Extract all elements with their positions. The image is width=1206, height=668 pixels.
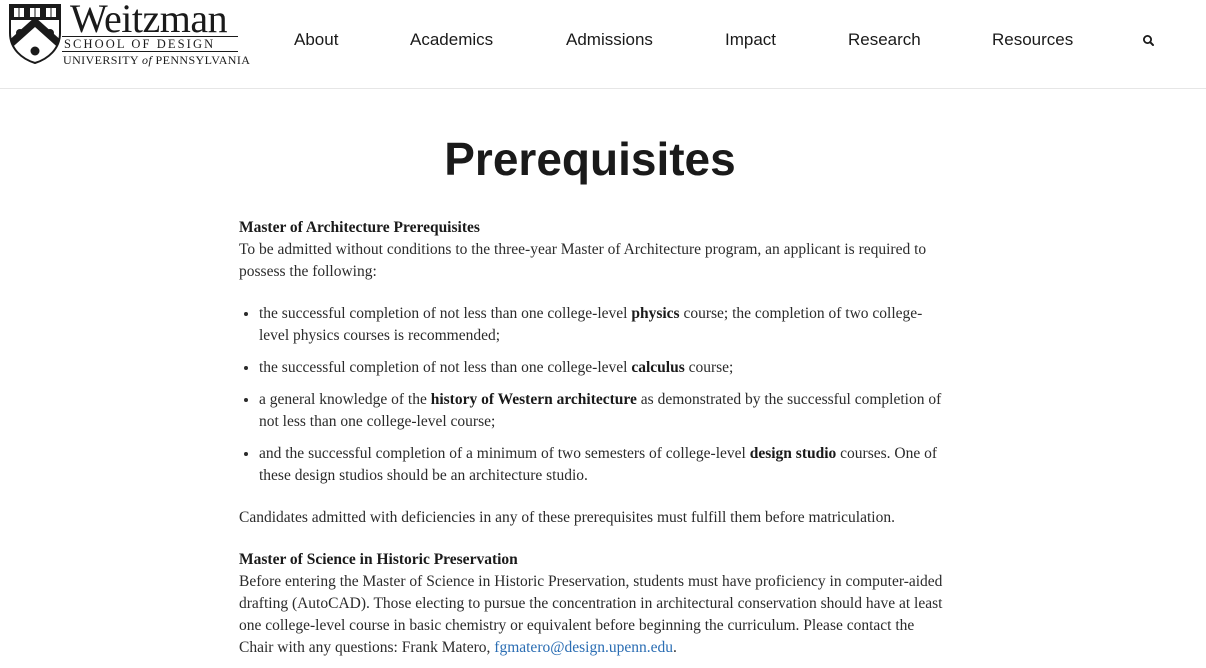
penn-shield-icon	[8, 3, 62, 65]
list-item-emphasis: history of Western architecture	[430, 391, 637, 408]
nav-impact[interactable]: Impact	[725, 30, 777, 49]
prerequisites-body	[239, 217, 949, 659]
list-item-emphasis: calculus	[631, 359, 685, 376]
chair-email-link[interactable]: fgmatero@design.upenn.edu	[494, 639, 673, 656]
logo-title: Weitzman	[70, 0, 228, 41]
logo-university-prefix: UNIVERSITY	[63, 53, 139, 67]
list-item-text: courses. One of these design studios should be an architecture studio.	[259, 445, 938, 484]
list-item	[259, 357, 949, 379]
logo-university-of: of	[141, 53, 153, 67]
list-item-emphasis: physics	[631, 305, 680, 322]
nav-about[interactable]: About	[294, 30, 339, 49]
logo-university-suffix: PENNSYLVANIA	[155, 53, 251, 67]
march-intro-paragraph	[239, 217, 949, 283]
march-deficiency-note: Candidates admitted with deficiencies in any of these prerequisites must fulfill them before matriculation.	[239, 509, 895, 526]
mshp-paragraph	[239, 549, 949, 659]
search-icon	[1140, 32, 1158, 50]
list-item	[259, 389, 949, 433]
list-item-text: the successful completion of not less than one college-level	[259, 359, 632, 376]
logo-university	[63, 53, 250, 67]
list-item-text: course; the completion of two college-level physics courses is recommended;	[259, 305, 923, 344]
list-item-emphasis: design studio	[749, 445, 837, 462]
list-item-text: and the successful completion of a minimum of two semesters of college-level	[259, 445, 750, 462]
nav-academics[interactable]: Academics	[410, 30, 494, 49]
nav-research[interactable]: Research	[848, 30, 921, 49]
nav-admissions[interactable]: Admissions	[566, 30, 653, 49]
section-spacer	[239, 529, 949, 549]
march-heading: Master of Architecture Prerequisites	[239, 219, 480, 236]
mshp-body: Before entering the Master of Science in Historic Preservation, students must have proficiency in computer-aided drafting (AutoCAD). Those electing to pursue the concentration in architectural conservation should have at least one college-level course in basic chemistry or equivalent before beginning the curriculum. Please contact the Chair with any questions: Frank Matero,	[239, 573, 943, 656]
site-header	[0, 0, 1206, 89]
mshp-section	[239, 549, 949, 659]
march-prereq-list	[239, 303, 949, 487]
mshp-body-end: .	[672, 639, 677, 656]
list-item-text: course;	[684, 359, 734, 376]
list-item	[259, 443, 949, 487]
march-section	[239, 217, 949, 529]
list-item	[259, 303, 949, 347]
list-item-text: the successful completion of not less than one college-level	[259, 305, 632, 322]
march-intro: To be admitted without conditions to the three-year Master of Architecture program, an applicant is required to possess the following:	[239, 241, 927, 280]
logo-subtitle: SCHOOL OF DESIGN	[62, 36, 238, 52]
nav-resources[interactable]: Resources	[992, 30, 1074, 49]
weitzman-logo[interactable]	[8, 0, 251, 67]
search-button[interactable]	[1140, 32, 1158, 50]
mshp-heading: Master of Science in Historic Preservation	[239, 551, 518, 568]
list-item-text: as demonstrated by the successful completion of not less than one college-level course;	[259, 391, 942, 430]
page-title: Prerequisites	[444, 133, 736, 185]
list-item-text: a general knowledge of the	[259, 391, 431, 408]
